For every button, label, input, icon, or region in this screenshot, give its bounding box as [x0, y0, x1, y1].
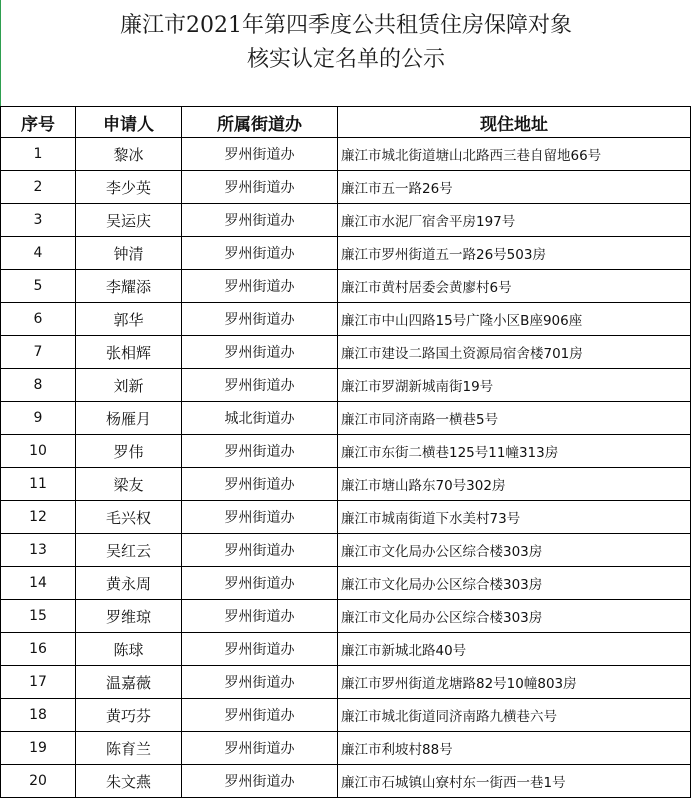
address-cell: 廉江市罗州街道五一路26号503房 — [338, 237, 691, 270]
applicant-name-cell: 毛兴权 — [76, 501, 182, 534]
table-row — [1, 732, 691, 765]
row-number-cell: 20 — [1, 765, 76, 798]
table-row — [1, 171, 691, 204]
address-cell: 廉江市水泥厂宿舍平房197号 — [338, 204, 691, 237]
applicant-name-cell: 张相辉 — [76, 336, 182, 369]
table-row — [1, 369, 691, 402]
street-office-cell: 罗州街道办 — [182, 369, 338, 402]
street-office-cell: 罗州街道办 — [182, 303, 338, 336]
street-office-cell: 罗州街道办 — [182, 501, 338, 534]
row-number-cell: 16 — [1, 633, 76, 666]
address-cell: 廉江市石城镇山寮村东一街西一巷1号 — [338, 765, 691, 798]
table-row — [1, 501, 691, 534]
applicant-name-cell: 黄巧芬 — [76, 699, 182, 732]
table-row — [1, 138, 691, 171]
applicant-name-cell: 梁友 — [76, 468, 182, 501]
row-number-cell: 9 — [1, 402, 76, 435]
table-row — [1, 204, 691, 237]
address-cell: 廉江市黄村居委会黄廖村6号 — [338, 270, 691, 303]
address-cell: 廉江市城南街道下水美村73号 — [338, 501, 691, 534]
row-number-cell: 18 — [1, 699, 76, 732]
street-office-cell: 罗州街道办 — [182, 171, 338, 204]
address-cell: 廉江市中山四路15号广隆小区B座906座 — [338, 303, 691, 336]
street-office-cell: 罗州街道办 — [182, 567, 338, 600]
applicant-name-cell: 钟清 — [76, 237, 182, 270]
table-row — [1, 633, 691, 666]
address-cell: 廉江市文化局办公区综合楼303房 — [338, 534, 691, 567]
street-office-cell: 罗州街道办 — [182, 204, 338, 237]
street-office-cell: 罗州街道办 — [182, 765, 338, 798]
table-row — [1, 402, 691, 435]
address-cell: 廉江市罗州街道龙塘路82号10幢803房 — [338, 666, 691, 699]
applicant-name-cell: 黄永周 — [76, 567, 182, 600]
applicant-name-cell: 罗维琼 — [76, 600, 182, 633]
table-row — [1, 600, 691, 633]
street-office-cell: 罗州街道办 — [182, 468, 338, 501]
row-number-cell: 14 — [1, 567, 76, 600]
title-line-1: 廉江市2021年第四季度公共租赁住房保障对象 — [120, 13, 572, 38]
table-row — [1, 468, 691, 501]
street-office-cell: 罗州街道办 — [182, 138, 338, 171]
table-row — [1, 699, 691, 732]
street-office-cell: 罗州街道办 — [182, 336, 338, 369]
street-office-cell: 罗州街道办 — [182, 633, 338, 666]
applicant-name-cell: 黎冰 — [76, 138, 182, 171]
header-applicant: 申请人 — [76, 107, 182, 138]
applicant-name-cell: 刘新 — [76, 369, 182, 402]
row-number-cell: 4 — [1, 237, 76, 270]
address-cell: 廉江市同济南路一横巷5号 — [338, 402, 691, 435]
row-number-cell: 3 — [1, 204, 76, 237]
address-cell: 廉江市建设二路国土资源局宿舍楼701房 — [338, 336, 691, 369]
row-number-cell: 12 — [1, 501, 76, 534]
table-row — [1, 666, 691, 699]
street-office-cell: 罗州街道办 — [182, 237, 338, 270]
applicant-name-cell: 陈育兰 — [76, 732, 182, 765]
street-office-cell: 罗州街道办 — [182, 666, 338, 699]
address-cell: 廉江市东街二横巷125号11幢313房 — [338, 435, 691, 468]
row-number-cell: 5 — [1, 270, 76, 303]
row-number-cell: 8 — [1, 369, 76, 402]
street-office-cell: 罗州街道办 — [182, 600, 338, 633]
row-number-cell: 15 — [1, 600, 76, 633]
row-number-cell: 19 — [1, 732, 76, 765]
street-office-cell: 罗州街道办 — [182, 699, 338, 732]
address-cell: 廉江市罗湖新城南街19号 — [338, 369, 691, 402]
table-row — [1, 336, 691, 369]
applicant-name-cell: 温嘉薇 — [76, 666, 182, 699]
applicant-name-cell: 吴运庆 — [76, 204, 182, 237]
applicant-name-cell: 李耀添 — [76, 270, 182, 303]
header-address: 现住地址 — [338, 107, 691, 138]
applicant-name-cell: 郭华 — [76, 303, 182, 336]
row-number-cell: 10 — [1, 435, 76, 468]
address-cell: 廉江市新城北路40号 — [338, 633, 691, 666]
address-cell: 廉江市文化局办公区综合楼303房 — [338, 567, 691, 600]
table-row — [1, 435, 691, 468]
street-office-cell: 城北街道办 — [182, 402, 338, 435]
table-row — [1, 303, 691, 336]
table-row — [1, 270, 691, 303]
street-office-cell: 罗州街道办 — [182, 270, 338, 303]
row-number-cell: 17 — [1, 666, 76, 699]
row-number-cell: 11 — [1, 468, 76, 501]
address-cell: 廉江市五一路26号 — [338, 171, 691, 204]
table-row — [1, 567, 691, 600]
table-row — [1, 237, 691, 270]
header-office: 所属街道办 — [182, 107, 338, 138]
street-office-cell: 罗州街道办 — [182, 534, 338, 567]
address-cell: 廉江市城北街道塘山北路西三巷自留地66号 — [338, 138, 691, 171]
row-number-cell: 1 — [1, 138, 76, 171]
table-body — [1, 138, 691, 798]
title-line-2: 核实认定名单的公示 — [246, 47, 445, 72]
table-header-row — [1, 107, 691, 138]
applicant-name-cell: 杨雁月 — [76, 402, 182, 435]
address-cell: 廉江市城北街道同济南路九横巷六号 — [338, 699, 691, 732]
row-number-cell: 2 — [1, 171, 76, 204]
street-office-cell: 罗州街道办 — [182, 435, 338, 468]
applicant-name-cell: 罗伟 — [76, 435, 182, 468]
applicant-table — [0, 106, 691, 798]
applicant-name-cell: 吴红云 — [76, 534, 182, 567]
address-cell: 廉江市文化局办公区综合楼303房 — [338, 600, 691, 633]
table-row — [1, 534, 691, 567]
header-no: 序号 — [1, 107, 76, 138]
row-number-cell: 6 — [1, 303, 76, 336]
row-number-cell: 13 — [1, 534, 76, 567]
address-cell: 廉江市利坡村88号 — [338, 732, 691, 765]
address-cell: 廉江市塘山路东70号302房 — [338, 468, 691, 501]
applicant-name-cell: 李少英 — [76, 171, 182, 204]
document-title — [0, 0, 692, 106]
applicant-name-cell: 朱文燕 — [76, 765, 182, 798]
street-office-cell: 罗州街道办 — [182, 732, 338, 765]
row-number-cell: 7 — [1, 336, 76, 369]
applicant-name-cell: 陈球 — [76, 633, 182, 666]
